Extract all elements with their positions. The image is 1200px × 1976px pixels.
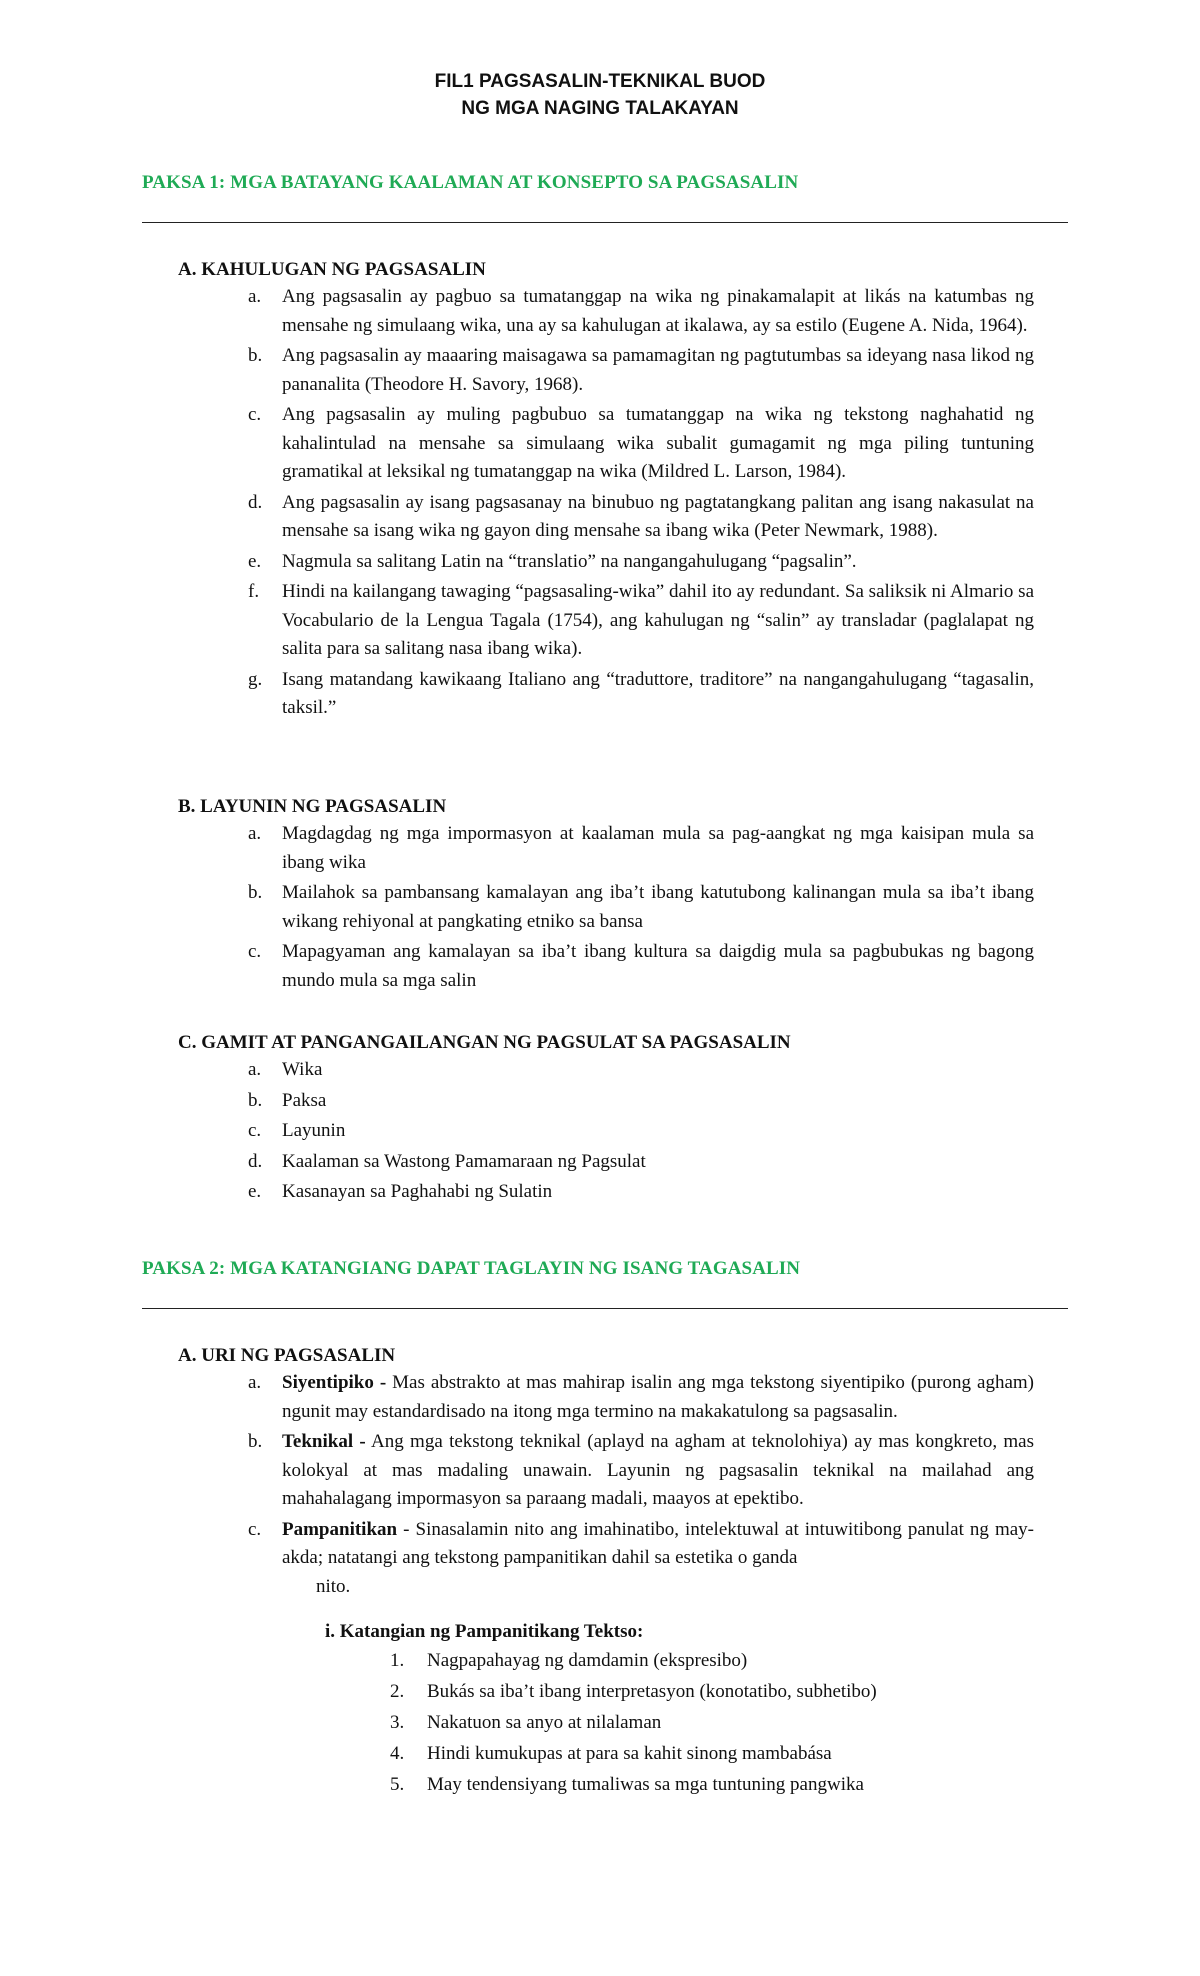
- list-item: [178, 342, 1034, 399]
- list-item: [178, 548, 1034, 577]
- list-item: [178, 283, 1034, 340]
- list-marker: a.: [248, 1059, 262, 1080]
- list-marker: c.: [248, 1120, 262, 1141]
- list-marker: b.: [248, 882, 263, 903]
- section-b-list: [178, 820, 1034, 997]
- list-item-text: Ang pagsasalin ay muling pagbubuo sa tumatanggap na wika ng tekstong naghahatid ng kahalintulad na mensahe sa simulaang wika subalit gumagamit ng mga piling tuntuning gramatikal at leksikal ng tumatanggap na wika (Mildred L. Larson, 1984).: [282, 404, 1034, 482]
- list-item-lead: Siyentipiko -: [282, 1372, 387, 1393]
- list-marker: a.: [248, 1372, 262, 1393]
- list-marker: c.: [248, 941, 262, 962]
- list-marker: f.: [248, 581, 260, 602]
- list-marker: e.: [248, 550, 262, 572]
- list-marker: c.: [248, 1518, 262, 1540]
- section-c-heading: C. GAMIT AT PANGANGAILANGAN NG PAGSULAT SA PAGSASALIN: [178, 1032, 791, 1053]
- list-item: [325, 1708, 1025, 1737]
- list-item-text: Layunin: [282, 1120, 346, 1141]
- list-marker: c.: [248, 404, 262, 425]
- list-item-lead: Pampanitikan: [282, 1518, 398, 1540]
- list-item-text: Isang matandang kawikaang Italiano ang “traduttore, traditore” na nangangahulugang “tagasalin, taksil.”: [282, 668, 1034, 718]
- list-item-text: Nagmula sa salitang Latin na “translatio” na nangangahulugang “pagsalin”.: [282, 550, 857, 572]
- list-marker: g.: [248, 668, 263, 690]
- paksa-1-divider: [142, 222, 1068, 223]
- list-item-lead: Teknikal -: [282, 1431, 366, 1452]
- list-item: [178, 1056, 1034, 1085]
- list-item: [178, 1428, 1034, 1514]
- list-item-text: Ang pagsasalin ay isang pagsasanay na binubuo ng pagtatangkang palitan ang isang nakasulat na mensahe sa isang wika ng gayon ding mensahe sa ibang wika (Peter Newmark, 1988).: [282, 491, 1034, 541]
- list-item: [325, 1770, 1025, 1799]
- paksa-2-divider: [142, 1308, 1068, 1309]
- list-marker: 2.: [390, 1681, 405, 1702]
- list-item-text: Mas abstrakto at mas mahirap isalin ang mga tekstong siyentipiko (purong agham) ngunit may estandardisado na itong mga termino na makakatulong sa pagsasalin.: [282, 1372, 1034, 1422]
- list-marker: a.: [248, 823, 262, 844]
- section-b-heading: B. LAYUNIN NG PAGSASALIN: [178, 796, 447, 817]
- list-item-text: Mailahok sa pambansang kamalayan ang iba’t ibang katutubong kalinangan mula sa iba’t ibang wikang rehiyonal at pangkating etniko sa bansa: [282, 882, 1034, 932]
- list-item: [178, 578, 1034, 664]
- list-item-text: Paksa: [282, 1089, 327, 1111]
- list-item: [325, 1739, 1025, 1768]
- paksa-2-heading: PAKSA 2: MGA KATANGIANG DAPAT TAGLAYIN NG ISANG TAGASALIN: [142, 1258, 801, 1279]
- list-item: [178, 1369, 1034, 1426]
- list-item: [178, 666, 1034, 723]
- section-uri-heading: A. URI NG PAGSASALIN: [178, 1345, 396, 1366]
- list-item-text: Hindi kumukupas at para sa kahit sinong mambabása: [427, 1743, 832, 1764]
- section-a-list: [178, 283, 1034, 725]
- list-item-text: May tendensiyang tumaliwas sa mga tuntuning pangwika: [427, 1774, 864, 1795]
- list-item-text: Mapagyaman ang kamalayan sa iba’t ibang kultura sa daigdig mula sa pagbubukas ng bagong mundo mula sa mga salin: [282, 941, 1034, 991]
- list-item-text: Ang pagsasalin ay maaaring maisagawa sa pamamagitan ng pagtutumbas sa ideyang nasa likod ng pananalita (Theodore H. Savory, 1968).: [282, 345, 1034, 395]
- list-item: [178, 1087, 1034, 1116]
- list-item-text: Ang mga tekstong teknikal (aplayd na agham at teknolohiya) ay mas kongkreto, mas kolokyal at mas madaling unawain. Layunin ng pagsasalin teknikal na mailahad ang mahahalagang impormasyon sa paraang madali, maayos at epektibo.: [282, 1431, 1034, 1509]
- section-uri-list: [178, 1369, 1034, 1603]
- list-marker: 4.: [390, 1743, 405, 1764]
- list-item-text: Hindi na kailangang tawaging “pagsasaling-wika” dahil ito ay redundant. Sa saliksik ni Almario sa Vocabulario de la Lengua Tagala (1754), ang kahulugan ng “salin” ay transladar (paglalapat ng salita para sa salitang nasa ibang wika).: [282, 581, 1034, 659]
- list-item-text: Ang pagsasalin ay pagbuo sa tumatanggap na wika ng pinakamalapit at likás na katumbas ng mensahe ng simulaang wika, una ay sa kahulugan at ikalawa, ay sa estilo (Eugene A. Nida, 1964).: [282, 286, 1034, 336]
- list-item-text: Wika: [282, 1059, 323, 1080]
- list-item: [325, 1677, 1025, 1706]
- list-marker: a.: [248, 286, 262, 307]
- list-item-tail: nito.: [316, 1575, 351, 1597]
- list-item-text: Kaalaman sa Wastong Pamamaraan ng Pagsulat: [282, 1150, 646, 1172]
- list-marker: d.: [248, 491, 263, 513]
- list-marker: 1.: [390, 1650, 405, 1671]
- list-item: [178, 1516, 1034, 1602]
- document-title-line-2: NG MGA NAGING TALAKAYAN: [461, 98, 739, 119]
- list-marker: b.: [248, 1089, 263, 1111]
- list-marker: b.: [248, 345, 263, 366]
- list-marker: 5.: [390, 1774, 405, 1795]
- subsection-list: [325, 1646, 1025, 1801]
- list-item: [178, 820, 1034, 877]
- list-item: [178, 489, 1034, 546]
- list-marker: e.: [248, 1181, 262, 1202]
- list-item-text: Magdagdag ng mga impormasyon at kaalaman mula sa pag-aangkat ng mga kaisipan mula sa ibang wika: [282, 823, 1034, 873]
- list-item: [178, 401, 1034, 487]
- list-item: [178, 1117, 1034, 1146]
- list-marker: b.: [248, 1431, 263, 1452]
- document-title-line-1: FIL1 PAGSASALIN-TEKNIKAL BUOD: [434, 71, 766, 92]
- list-item: [178, 1178, 1034, 1207]
- list-item-text: Nagpapahayag ng damdamin (ekspresibo): [427, 1650, 748, 1671]
- subsection-heading: i. Katangian ng Pampanitikang Tektso:: [325, 1621, 644, 1642]
- section-c-list: [178, 1056, 1034, 1209]
- list-item-text: Bukás sa iba’t ibang interpretasyon (konotatibo, subhetibo): [427, 1681, 877, 1702]
- list-item-text: - Sinasalamin nito ang imahinatibo, intelektuwal at intuwitibong panulat ng may-akda; natatangi ang tekstong pampanitikan dahil sa estetika o ganda: [282, 1518, 1034, 1568]
- list-marker: 3.: [390, 1712, 405, 1733]
- list-item-text: Nakatuon sa anyo at nilalaman: [427, 1712, 662, 1733]
- list-item: [325, 1646, 1025, 1675]
- paksa-1-heading: PAKSA 1: MGA BATAYANG KAALAMAN AT KONSEPTO SA PAGSASALIN: [142, 172, 799, 193]
- list-item: [178, 938, 1034, 995]
- list-item: [178, 1148, 1034, 1177]
- section-a-heading: A. KAHULUGAN NG PAGSASALIN: [178, 259, 486, 280]
- list-marker: d.: [248, 1150, 263, 1172]
- list-item: [178, 879, 1034, 936]
- list-item-text: Kasanayan sa Paghahabi ng Sulatin: [282, 1181, 553, 1202]
